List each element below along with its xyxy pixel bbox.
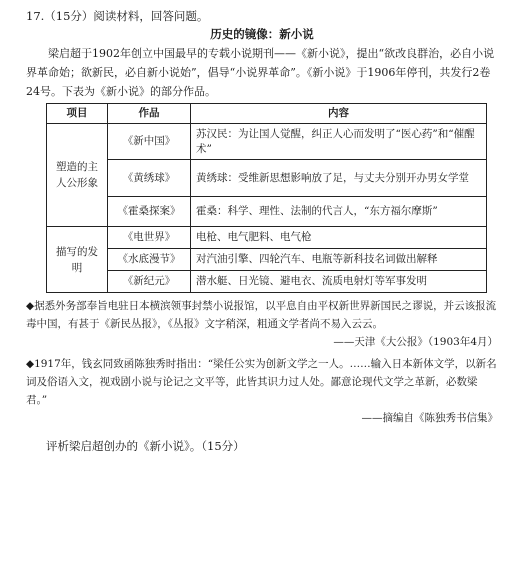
table-row bbox=[47, 249, 487, 271]
quote-qian-xuantong: ◆1917年，钱玄同致函陈独秀时指出：“梁任公实为创新文学之一人。……输入日本新体文学，以新名词及俗语入文，视戏剧小说与论记之文平等，此皆其识力过人处。鄙意论现代文学之革新，必数梁君。” bbox=[26, 357, 497, 406]
table-row bbox=[47, 197, 487, 227]
content-cell: 电枪、电气肥料、电气枪 bbox=[191, 227, 487, 249]
question-header: 17.（15分）阅读材料，回答问题。 bbox=[26, 9, 209, 23]
table-row bbox=[47, 160, 487, 197]
table-header-row bbox=[47, 104, 487, 124]
exam-question bbox=[26, 8, 498, 454]
content-cell: 潜水艇、日光镜、避电衣、流质电射灯等军事发明 bbox=[191, 271, 487, 293]
table-row bbox=[47, 227, 487, 249]
header-content: 内容 bbox=[191, 104, 487, 124]
work-cell: 《新中国》 bbox=[108, 124, 191, 160]
quote-qian-xuantong-source: ——摘编自《陈独秀书信集》 bbox=[361, 411, 498, 424]
question-prompt: 评析梁启超创办的《新小说》。（15分） bbox=[46, 438, 245, 453]
work-cell: 《黄绣球》 bbox=[108, 160, 191, 197]
category-cell: 描写的发明 bbox=[47, 227, 108, 293]
work-cell: 《新纪元》 bbox=[108, 271, 191, 293]
quote-dagongbao-source: ——天津《大公报》（1903年4月） bbox=[333, 336, 498, 349]
content-cell: 霍桑：科学、理性、法制的代言人，“东方福尔摩斯” bbox=[191, 197, 487, 227]
header-work: 作品 bbox=[108, 104, 191, 124]
table-row bbox=[47, 124, 487, 160]
category-cell: 塑造的主人公形象 bbox=[47, 124, 108, 227]
work-cell: 《霍桑探案》 bbox=[108, 197, 191, 227]
content-cell: 苏汉民：为让国人觉醒，纠正人心而发明了“医心药”和“催醒术” bbox=[191, 124, 487, 160]
works-table bbox=[46, 103, 487, 293]
intro-paragraph: 梁启超于1902年创立中国最早的专载小说期刊——《新小说》，提出“欲改良群治，必自小说界革命始；欲新民，必自新小说始”，倡导“小说界革命”。《新小说》于1906年停刊，共发行2卷24号。下表为《新小说》的部分作品。 bbox=[26, 47, 495, 99]
content-cell: 对汽油引擎、四轮汽车、电瓶等新科技名词做出解释 bbox=[191, 249, 487, 271]
table-row bbox=[47, 271, 487, 293]
material-title: 历史的镜像：新小说 bbox=[210, 26, 314, 41]
quote-dagongbao: ◆据悉外务部奉旨电驻日本横滨领事封禁小说报馆，以平息自由平权新世界新国民之谬说，并云该报流毒中国，有甚于《新民丛报》，《丛报》文字稍深，粗通文学者尚不易入云云。 bbox=[26, 300, 497, 331]
header-category: 项目 bbox=[47, 104, 108, 124]
work-cell: 《水底漫节》 bbox=[108, 249, 191, 271]
content-cell: 黄绣球：受维新思想影响放了足，与丈夫分别开办男女学堂 bbox=[191, 160, 487, 197]
work-cell: 《电世界》 bbox=[108, 227, 191, 249]
